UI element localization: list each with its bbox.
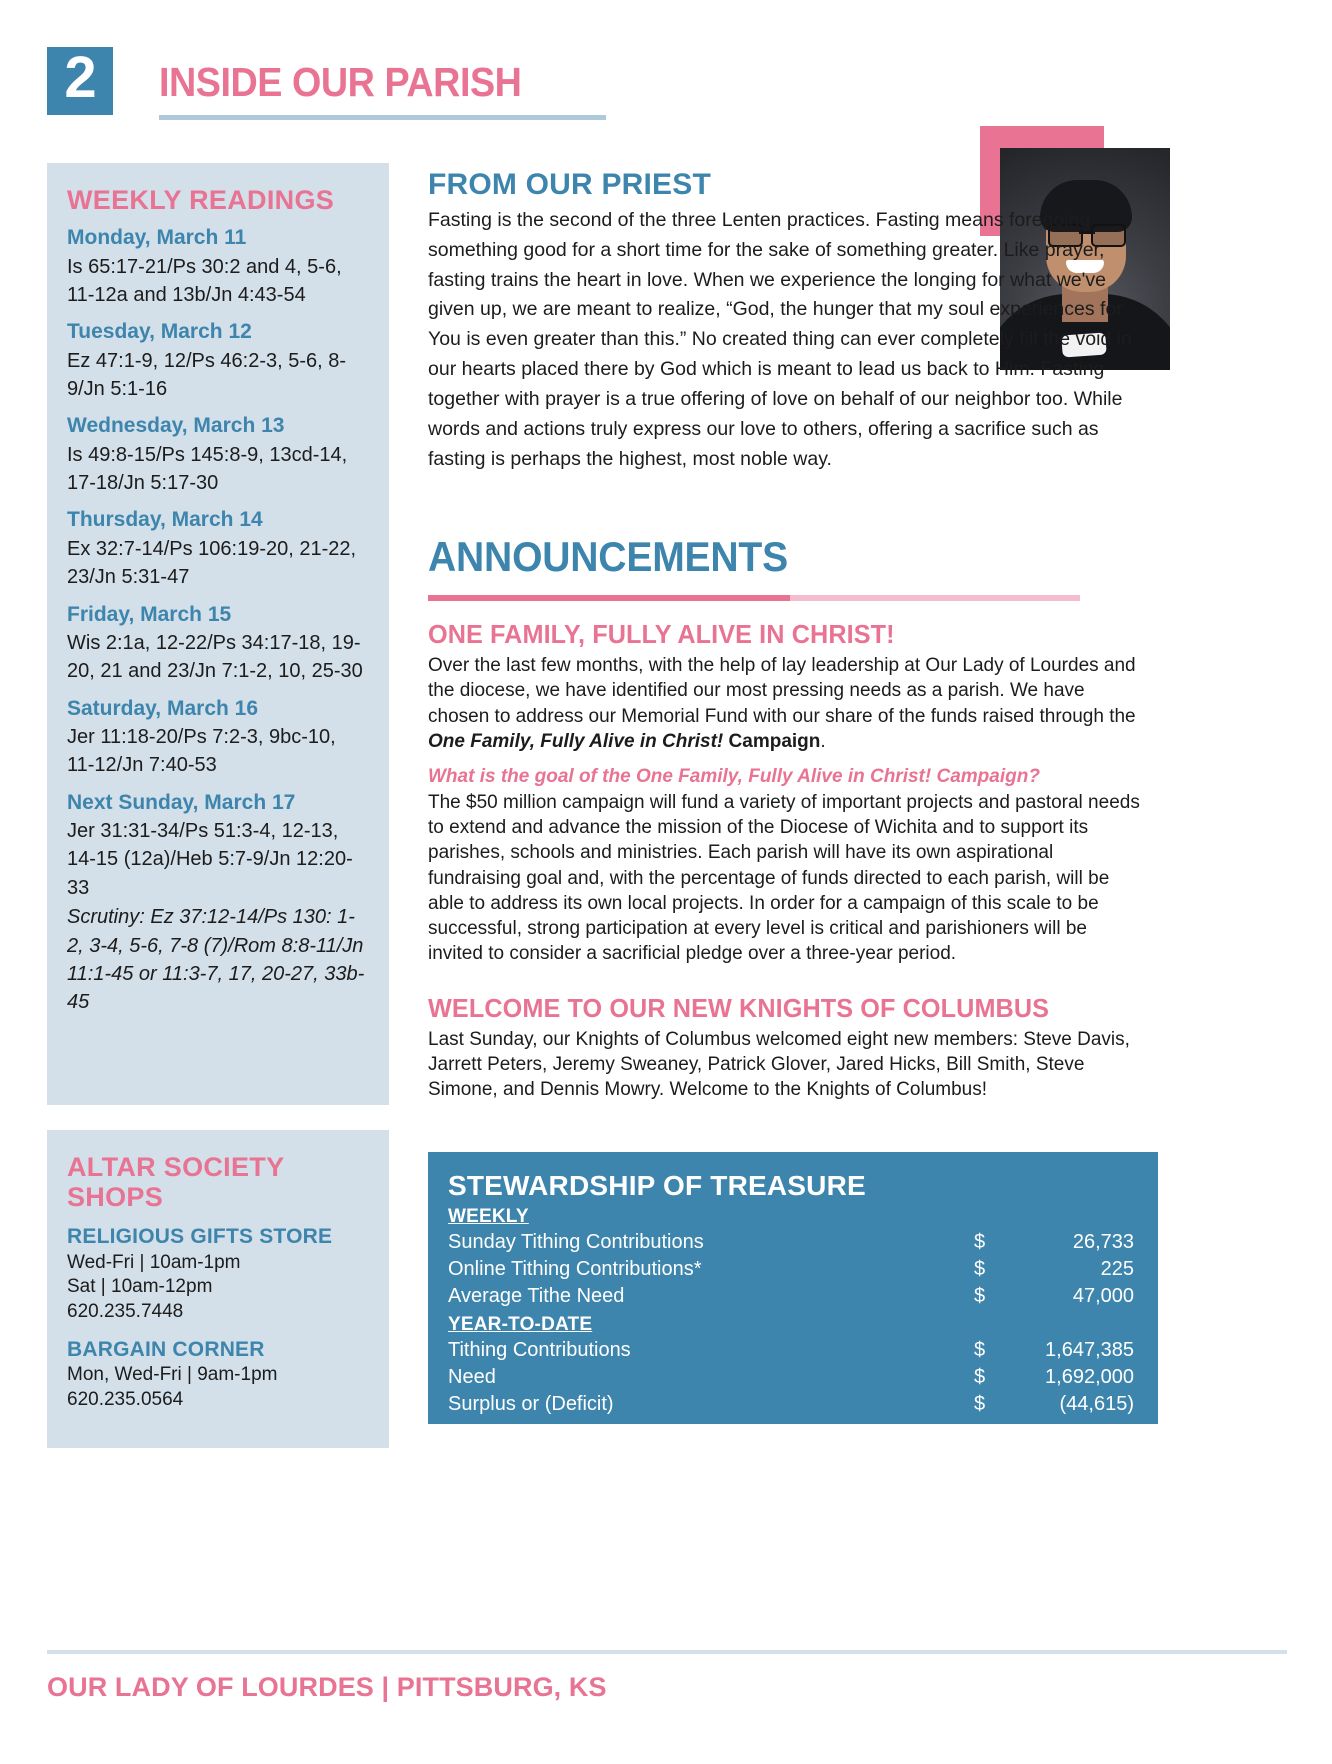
announcement-heading: WELCOME TO OUR NEW KNIGHTS OF COLUMBUS (428, 992, 1050, 1023)
reading-reference: Jer 11:18-20/Ps 7:2-3, 9bc-10, 11-12/Jn 7:40-53 (67, 725, 336, 777)
reading-entry (67, 695, 367, 780)
currency-symbol: $ (974, 1285, 986, 1307)
reading-reference: Ex 32:7-14/Ps 106:19-20, 21-22, 23/Jn 5:31-47 (67, 537, 357, 589)
stewardship-row (448, 1283, 1134, 1310)
stewardship-row (448, 1337, 1134, 1364)
announcement-paragraph: Last Sunday, our Knights of Columbus welcomed eight new members: Steve Davis, Jarrett Peters, Jeremy Sweaney, Patrick Glover, Jared Hicks, Bill Smith, Steve Simone, and Dennis Mowry. Welcome to the Knights of Columbus! (428, 1028, 1130, 1101)
reading-entry (67, 318, 367, 403)
currency-symbol: $ (974, 1231, 986, 1253)
stewardship-of-treasure-panel (428, 1152, 1158, 1443)
reading-entry (67, 789, 367, 1017)
reading-day-label: Wednesday, March 13 (67, 414, 285, 438)
currency-symbol: $ (974, 1393, 986, 1415)
reading-reference: Is 65:17-21/Ps 30:2 and 4, 5-6, 11-12a and 13b/Jn 4:43-54 (67, 255, 342, 306)
reading-day-label: Tuesday, March 12 (67, 320, 252, 344)
reading-day-label: Next Sunday, March 17 (67, 790, 296, 814)
stewardship-title: STEWARDSHIP OF TREASURE (448, 1170, 866, 1201)
reading-reference: Is 49:8-15/Ps 145:8-9, 13cd-14, 17-18/Jn 5:17-30 (67, 443, 348, 495)
reading-day-label: Saturday, March 16 (67, 696, 259, 720)
weekly-readings-heading: WEEKLY READINGS (67, 185, 335, 215)
reading-entry (67, 224, 367, 309)
shop-hours: Mon, Wed-Fri | 9am-1pm (67, 1364, 278, 1386)
campaign-text-part1: Over the last few months, with the help of lay leadership at Our Lady of Lourdes and the diocese, we have identified our most pressing needs as a parish. We have chosen to address our Memorial Fund with our share of the funds raised through the (428, 655, 1136, 727)
announcements-section (428, 533, 1143, 1102)
shop-hours: Sat | 10am-12pm (67, 1276, 213, 1298)
row-amount: 26,733 (1072, 1231, 1134, 1253)
stewardship-weekly-subheading: WEEKLY (448, 1206, 529, 1227)
stewardship-footnote: * online collection is received on the 11th and 20th of each month. (448, 1427, 871, 1443)
row-amount: 1,647,385 (1045, 1339, 1134, 1361)
announcements-divider (428, 595, 1080, 601)
reading-day-label: Friday, March 15 (67, 602, 232, 626)
currency-symbol: $ (974, 1258, 986, 1280)
row-label: Average Tithe Need (448, 1285, 625, 1307)
from-our-priest-section (428, 168, 1140, 474)
stewardship-row (448, 1364, 1134, 1391)
row-label: Sunday Tithing Contributions (448, 1231, 704, 1253)
reading-entry (67, 601, 367, 686)
altar-society-panel (47, 1130, 389, 1448)
page-header (47, 47, 1287, 125)
announcement-paragraph (428, 653, 1143, 754)
from-our-priest-body (428, 206, 1140, 474)
announcement-heading: ONE FAMILY, FULLY ALIVE IN CHRIST! (428, 619, 895, 649)
shop-name: RELIGIOUS GIFTS STORE (67, 1225, 333, 1249)
footer-divider (47, 1650, 1287, 1654)
reading-scrutiny: Scrutiny: Ez 37:12-14/Ps 130: 1-2, 3-4, 5-6, 7-8 (7)/Rom 8:8-11/Jn 11:1-45 or 11:3-7, 17, 20-27, 33b-45 (67, 906, 365, 1014)
row-amount: 225 (1100, 1258, 1134, 1280)
row-label: Tithing Contributions (448, 1339, 631, 1361)
reading-day-label: Monday, March 11 (67, 226, 247, 250)
reading-entry (67, 412, 367, 497)
stewardship-row (448, 1391, 1134, 1418)
announcement-question: What is the goal of the One Family, Fully Alive in Christ! Campaign? (428, 766, 1040, 788)
divider-segment-dark (428, 595, 790, 601)
row-label: Online Tithing Contributions* (448, 1258, 702, 1280)
reading-entry (67, 506, 367, 591)
row-amount: 1,692,000 (1045, 1366, 1134, 1388)
stewardship-ytd-subheading: YEAR-TO-DATE (448, 1314, 593, 1335)
row-label: Surplus or (Deficit) (448, 1393, 614, 1415)
altar-society-heading: ALTAR SOCIETY SHOPS (67, 1152, 284, 1213)
campaign-name-emphasis: One Family, Fully Alive in Christ! (428, 730, 724, 752)
weekly-readings-panel (47, 163, 389, 1105)
campaign-word-bold: Campaign (723, 730, 821, 752)
reading-reference: Ez 47:1-9, 12/Ps 46:2-3, 5-6, 8-9/Jn 5:1-16 (67, 349, 347, 400)
footer-parish-name: OUR LADY OF LOURDES | PITTSBURG, KS (47, 1672, 607, 1702)
row-label: Need (448, 1366, 496, 1388)
section-spacer (428, 967, 1143, 993)
header-divider (159, 115, 606, 120)
shop-phone: 620.235.7448 (67, 1301, 184, 1323)
page-title: INSIDE OUR PARISH (159, 59, 522, 105)
from-our-priest-title: FROM OUR PRIEST (428, 168, 712, 201)
reading-reference: Wis 2:1a, 12-22/Ps 34:17-18, 19-20, 21 and 23/Jn 7:1-2, 10, 25-30 (67, 631, 363, 683)
announcements-title: ANNOUNCEMENTS (428, 533, 788, 580)
announcement-paragraph: The $50 million campaign will fund a variety of important projects and pastoral needs to extend and advance the mission of the Diocese of Wichita and to support its parishes, schools and ministries. Each parish will have its own aspirational fundraising goal and, with the percentage of funds directed to each parish, will be able to address its own local projects. In order for a campaign of this scale to be successful, strong participation at every level is critical and parishioners will be invited to consider a sacrificial pledge over a three-year period. (428, 791, 1140, 965)
announcement-item-knights (428, 993, 1143, 1103)
shop-entry-bargain-corner (67, 1337, 367, 1413)
shop-phone: 620.235.0564 (67, 1388, 184, 1410)
shop-hours: Wed-Fri | 10am-1pm (67, 1251, 241, 1273)
shop-name: BARGAIN CORNER (67, 1337, 265, 1361)
row-amount: 47,000 (1072, 1285, 1134, 1307)
reading-reference: Jer 31:31-34/Ps 51:3-4, 12-13, 14-15 (12a)/Heb 5:7-9/Jn 12:20-33 (67, 820, 353, 899)
stewardship-row (448, 1256, 1134, 1283)
reading-day-label: Thursday, March 14 (67, 508, 263, 532)
divider-segment-light (790, 595, 1080, 601)
stewardship-row (448, 1229, 1134, 1256)
currency-symbol: $ (974, 1366, 986, 1388)
currency-symbol: $ (974, 1339, 986, 1361)
page-number-badge: 2 (47, 47, 113, 115)
priest-paragraph: Fasting is the second of the three Lenten practices. Fasting means foregoing something good for a short time for the sake of something greater. Like prayer, fasting trains the heart in love. When we experience the longing for what we've given up, we are meant to realize, “God, the hunger that my soul experiences for You is even greater than this.” No created thing can ever completely fill the void in our hearts placed there by God which is meant to lead us back to Him. Fasting together with prayer is a true offering of love on behalf of our neighbor too. While words and actions truly express our love to others, offering a sacrifice such as fasting is perhaps the highest, most noble way. (428, 209, 1132, 470)
shop-entry-gifts-store (67, 1224, 367, 1324)
row-amount: (44,615) (1059, 1393, 1134, 1415)
announcement-item-campaign (428, 619, 1143, 967)
campaign-text-end: . (820, 730, 826, 752)
